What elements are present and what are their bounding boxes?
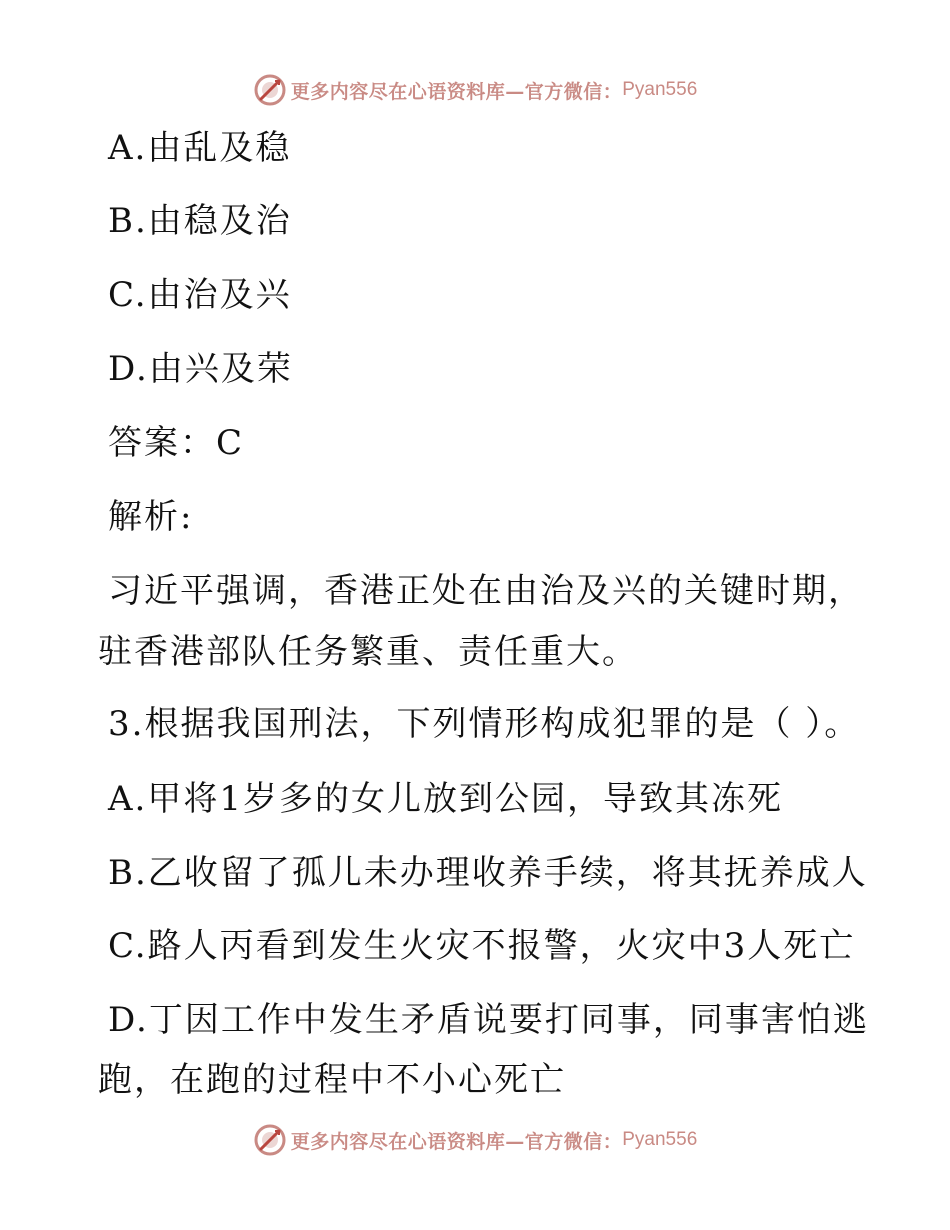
question-3-option-d-continued: 跑，在跑的过程中不小心死亡 [98,1060,566,1100]
pen-seal-icon [253,73,287,107]
watermark-text: 更多内容尽在心语资料库—官方微信： [290,1130,623,1153]
question-3-option-a: A.甲将1岁多的女儿放到公园，导致其冻死 [108,779,783,819]
watermark-text: 更多内容尽在心语资料库—官方微信： [290,80,623,103]
watermark-banner-top [0,70,950,110]
analysis-text-line-2: 驻香港部队任务繁重、责任重大。 [98,632,638,672]
question-3-stem: 3.根据我国刑法，下列情形构成犯罪的是（ ）。 [108,704,861,744]
analysis-label: 解析: [108,497,194,537]
watermark-code: Pyan556 [622,1129,698,1150]
option-c: C.由治及兴 [108,275,292,315]
watermark-banner-bottom [0,1120,950,1160]
analysis-text-line-1: 习近平强调，香港正处在由治及兴的关键时期， [108,571,864,611]
question-3-option-d: D.丁因工作中发生矛盾说要打同事，同事害怕逃 [108,1000,869,1040]
watermark-code: Pyan556 [622,79,698,100]
option-b: B.由稳及治 [108,201,292,241]
option-d: D.由兴及荣 [108,349,293,389]
question-3-option-b: B.乙收留了孤儿未办理收养手续，将其抚养成人 [108,853,868,893]
answer: 答案：C [108,423,245,463]
pen-seal-icon [253,1123,287,1157]
option-a: A.由乱及稳 [108,128,292,168]
question-3-option-c: C.路人丙看到发生火灾不报警，火灾中3人死亡 [108,926,856,966]
